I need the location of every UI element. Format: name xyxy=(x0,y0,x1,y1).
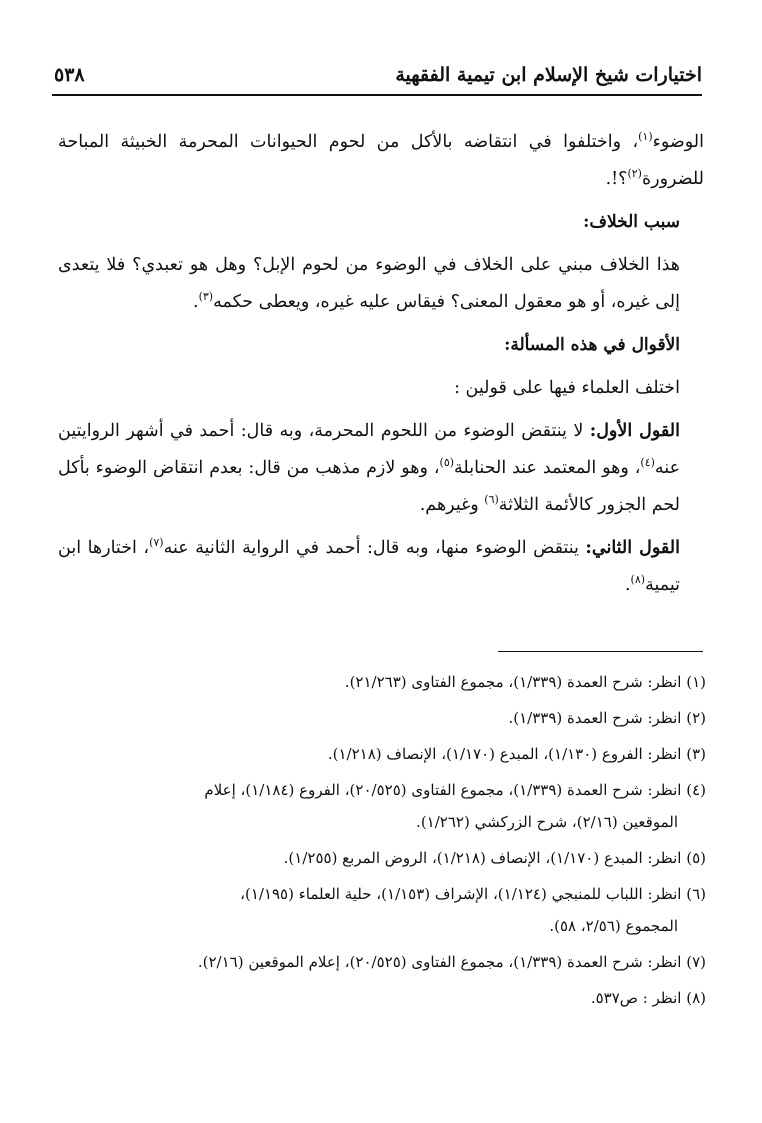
text-run: لا ينتقض الوضوء من اللحوم المحرمة، وبه قال: أحمد في أشهر الروايتين عنه xyxy=(58,421,681,478)
footnote-ref-7: (٧) xyxy=(149,536,164,549)
text-run: ، اختارها ابن تيمية xyxy=(58,538,680,595)
text-run: ، وهو لازم مذهب من قال: بعدم انتقاض الوضوء بأكل لحم الجزور كالأئمة الثلاثة xyxy=(58,458,680,515)
section-heading-opinions: الأقوال في هذه المسألة: xyxy=(504,335,680,355)
footnote-3: (٣) انظر: الفروع (١/١٣٠)، المبدع (١/١٧٠)، الإنصاف (١/٢١٨). xyxy=(327,745,706,763)
paragraph-1 xyxy=(58,124,704,198)
main-text xyxy=(58,124,704,610)
footnote-ref-5: (٥) xyxy=(439,456,455,469)
footnote-1: (١) انظر: شرح العمدة (١/٣٣٩)، مجموع الفتاوى (٢١/٢٦٣). xyxy=(344,673,706,691)
footnote-4 xyxy=(66,774,706,838)
text-run: هذا الخلاف مبني على الخلاف في الوضوء من لحوم الإبل؟ وهل هو تعبدي؟ فلا يتعدى إلى غيره، أو هو معقول المعنى؟ فيقاس عليه غيره، ويعطى حكمه xyxy=(58,255,680,312)
page-number: ٥٣٨ xyxy=(54,64,85,86)
footnote-4-line-1: (٤) انظر: شرح العمدة (١/٣٣٩)، مجموع الفتاوى (٢٠/٥٢٥)، الفروع (١/١٨٤)، إعلام xyxy=(204,781,706,799)
paragraph-3: اختلف العلماء فيها على قولين : xyxy=(454,378,680,398)
footnote-ref-4: (٤) xyxy=(640,456,655,469)
text-run: ، واختلفوا في انتقاضه بالأكل من لحوم الحيوانات المحرمة الخبيثة المباحة للضرورة xyxy=(58,132,704,189)
footnote-7: (٧) انظر: شرح العمدة (١/٣٣٩)، مجموع الفتاوى (٢٠/٥٢٥)، إعلام الموقعين (٢/١٦). xyxy=(197,953,706,971)
text-run: ؟!. xyxy=(605,169,628,189)
text-run: الوضوء xyxy=(652,132,704,152)
footnote-6-line-1: (٦) انظر: اللباب للمنبجي (١/١٢٤)، الإشراف (١/١٥٣)، حلية العلماء (١/١٩٥)، xyxy=(240,885,706,903)
text-run: وغيرهم. xyxy=(419,495,485,515)
footnotes xyxy=(66,666,706,1018)
text-run: ، وهو المعتمد عند الحنابلة xyxy=(454,458,641,478)
running-header xyxy=(52,62,702,96)
footnote-ref-3: (٣) xyxy=(198,290,214,303)
footnote-4-line-2: الموقعين (٢/١٦)، شرح الزركشي (١/٢٦٢). xyxy=(416,813,678,831)
header-title: اختيارات شيخ الإسلام ابن تيمية الفقهية xyxy=(395,64,702,86)
footnote-8: (٨) انظر : ص٥٣٧. xyxy=(590,989,706,1007)
text-run: . xyxy=(192,292,199,312)
footnote-separator xyxy=(498,651,703,652)
footnote-5: (٥) انظر: المبدع (١/١٧٠)، الإنصاف (١/٢١٨)، الروض المربع (١/٢٥٥). xyxy=(283,849,706,867)
text-run: . xyxy=(624,575,631,595)
section-heading-cause: سبب الخلاف: xyxy=(583,212,680,232)
opinion-2 xyxy=(58,530,704,604)
opinion-1-label: القول الأول: xyxy=(589,421,680,441)
opinion-1 xyxy=(58,413,704,524)
footnote-ref-2: (٢) xyxy=(627,167,642,180)
footnote-2: (٢) انظر: شرح العمدة (١/٣٣٩). xyxy=(508,709,706,727)
footnote-ref-6: (٦) xyxy=(484,493,499,506)
text-run: ينتقض الوضوء منها، وبه قال: أحمد في الرواية الثانية عنه xyxy=(163,538,579,558)
footnote-6-line-2: المجموع (٢/٥٦، ٥٨). xyxy=(549,917,678,935)
footnote-ref-8: (٨) xyxy=(630,573,646,586)
footnote-6 xyxy=(66,878,706,942)
footnote-ref-1: (١) xyxy=(638,130,653,143)
paragraph-2 xyxy=(58,247,704,321)
opinion-2-label: القول الثاني: xyxy=(585,538,680,558)
